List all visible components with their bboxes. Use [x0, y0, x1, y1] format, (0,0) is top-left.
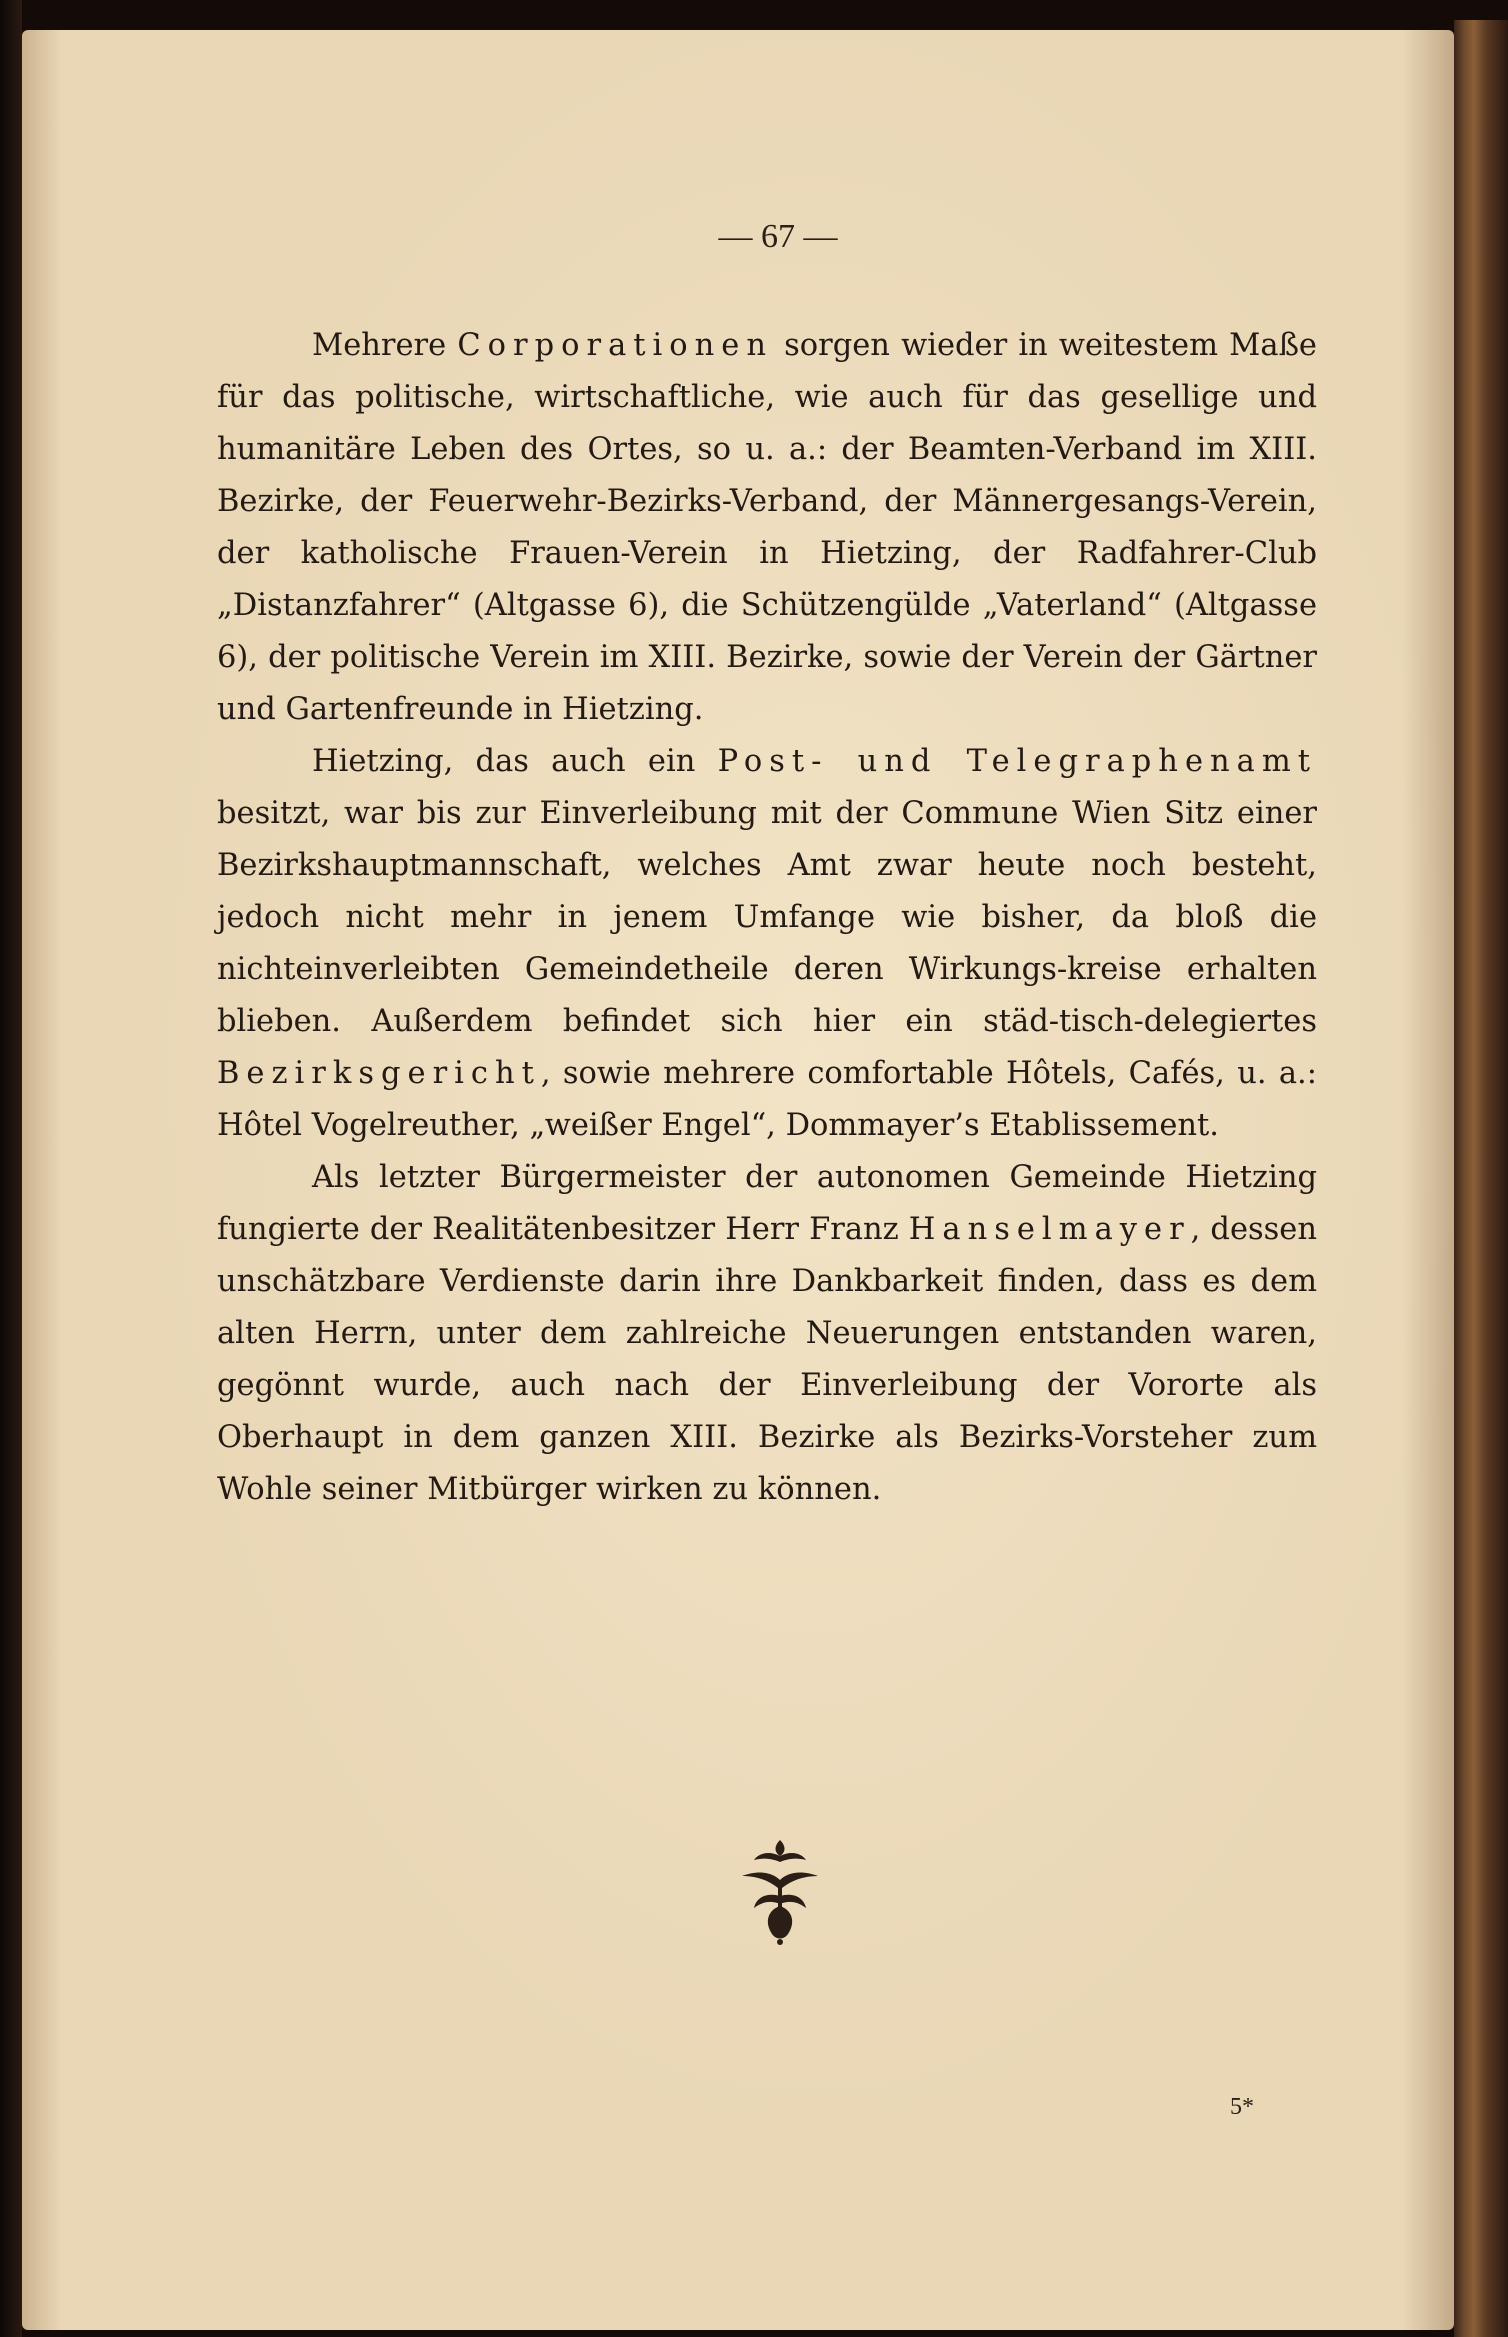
text-segment: besitzt, war bis zur Einverleibung mit der Commune Wien Sitz einer Bezirkshauptmannschaft, welches Amt zwar heute noch besteht, jedoch nicht mehr in jenem Umfange wie bisher, da bloß die nichteinverleibten Gemeindetheile deren Wirkungs-kreise erhalten blieben. Außerdem befindet sich hier ein städ-tisch-delegiertes — [217, 796, 1317, 1039]
book-page — [22, 30, 1454, 2330]
text-segment: Hietzing, das auch ein — [312, 744, 718, 779]
text-segment: , sowie mehrere comfortable Hôtels, Cafés, u. a.: Hôtel Vogelreuther, „weißer Engel“, Dommayer’s Etablissement. — [217, 1056, 1317, 1143]
text-segment: Als letzter Bürgermeister der autonomen Gemeinde Hietzing fungierte der Realitätenbesitzer Herr Franz — [217, 1160, 1317, 1247]
spaced-text-segment: Corporationen — [457, 328, 773, 363]
book-cover-edge — [1454, 20, 1508, 2337]
floral-ornament-icon — [738, 1836, 822, 1946]
text-segment: Mehrere — [312, 328, 458, 363]
binding-edge — [0, 0, 22, 2337]
spaced-text-segment: Hanselmayer — [908, 1212, 1191, 1247]
text-segment: sorgen wieder in weitestem Maße für das politische, wirtschaftliche, wie auch für das gesellige und humanitäre Leben des Ortes, so u. a.: der Beamten-Verband im XIII. Bezirke, der Feuerwehr-Bezirks-Verband, der Männergesangs-Verein, der katholische Frauen-Verein in Hietzing, der Radfahrer-Club „Distanzfahrer“ (Altgasse 6), die Schützengülde „Vaterland“ (Altgasse 6), der politische Verein im XIII. Bezirke, sowie der Verein der Gärtner und Gartenfreunde in Hietzing. — [217, 328, 1317, 727]
page-number: — 67 — — [718, 218, 838, 255]
paragraph — [217, 736, 1317, 1152]
spaced-text-segment: Bezirksgericht — [217, 1056, 541, 1091]
body-text — [217, 320, 1317, 1516]
paragraph — [217, 1152, 1317, 1516]
paragraph — [217, 320, 1317, 736]
signature-mark: 5* — [1230, 2094, 1254, 2120]
spaced-text-segment: Post- und Telegraphenamt — [717, 744, 1317, 779]
text-segment: , dessen unschätzbare Verdienste darin ihre Dankbarkeit finden, dass es dem alten Herrn, unter dem zahlreiche Neuerungen entstanden waren, gegönnt wurde, auch nach der Einverleibung der Vororte als Oberhaupt in dem ganzen XIII. Bezirke als Bezirks-Vorsteher zum Wohle seiner Mitbürger wirken zu können. — [217, 1212, 1317, 1507]
